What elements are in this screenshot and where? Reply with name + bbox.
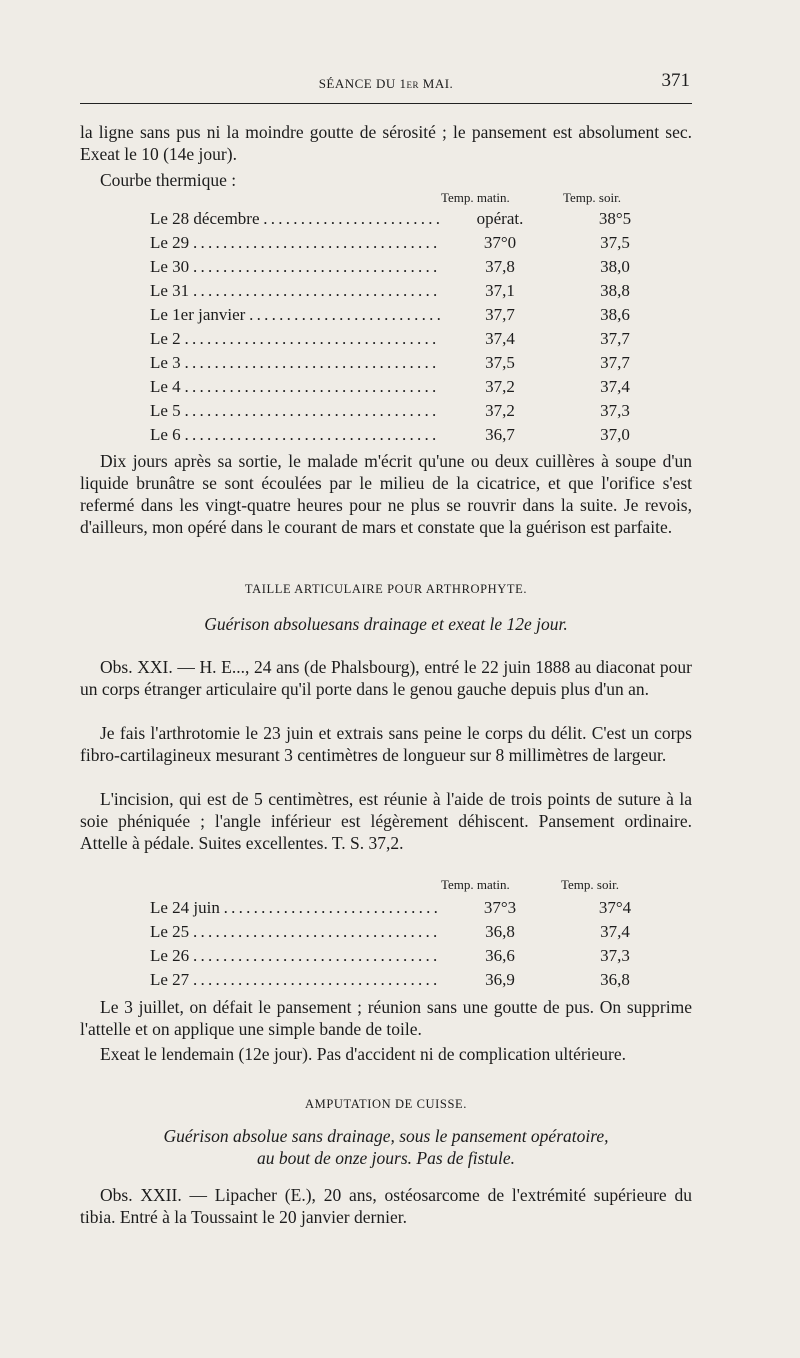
- row-morning: 36,6: [485, 946, 515, 965]
- row-label: Le 5 . . .: [150, 401, 440, 421]
- row-evening: 38,8: [600, 281, 630, 300]
- section-subtitle-taille: Guérison absoluesans drainage et exeat le 12e jour.: [204, 614, 568, 634]
- row-morning: 37,2: [485, 377, 515, 396]
- row-label: Le 25 . . .: [150, 922, 440, 942]
- row-label: Le 28 décembre . . .: [150, 209, 440, 229]
- row-evening: 38°5: [598, 209, 632, 228]
- incision-paragraph: L'incision, qui est de 5 centimètres, est réunie à l'aide de trois points de suture à la soie phéniquée ; l'angle inférieur est légèrement déhiscent. Pansement ordinaire. Attelle à pédale. Suites excellentes. T. S. 37,2.: [80, 789, 692, 853]
- row-evening: 37,5: [600, 233, 630, 252]
- row-evening: 37,4: [600, 377, 630, 396]
- section-subtitle-amputation-line1: Guérison absolue sans drainage, sous le pansement opératoire,: [163, 1126, 609, 1146]
- row-morning: 36,9: [485, 970, 515, 989]
- col-head-evening: Temp. soir.: [561, 877, 619, 892]
- row-evening: 37,0: [600, 425, 630, 444]
- row-morning: opérat.: [476, 209, 524, 228]
- intro-paragraph: la ligne sans pus ni la moindre goutte de sérosité ; le pansement est absolument sec. Exeat le 10 (14e jour).: [80, 122, 692, 164]
- row-label: Le 31 . . .: [150, 281, 440, 301]
- row-label: Le 3 . . .: [150, 353, 440, 373]
- table-row: [150, 898, 650, 922]
- table-row: [150, 425, 650, 449]
- row-label: Le 2 . . .: [150, 329, 440, 349]
- table-row: [150, 922, 650, 946]
- row-evening: 37°4: [598, 898, 632, 917]
- row-morning: 37,1: [485, 281, 515, 300]
- row-evening: 38,0: [600, 257, 630, 276]
- courbe-caption: Courbe thermique :: [100, 170, 237, 190]
- table-row: [150, 305, 650, 329]
- row-evening: 38,6: [600, 305, 630, 324]
- col-head-morning: Temp. matin.: [441, 877, 510, 892]
- row-morning: 36,8: [485, 922, 515, 941]
- row-label: Le 27 . . .: [150, 970, 440, 990]
- table-row: [150, 970, 650, 994]
- running-title: SÉANCE DU 1er MAI.: [318, 76, 454, 91]
- row-morning: 37,4: [485, 329, 515, 348]
- section-title-amputation: AMPUTATION DE CUISSE.: [305, 1097, 467, 1111]
- row-evening: 37,4: [600, 922, 630, 941]
- row-evening: 37,3: [600, 946, 630, 965]
- row-evening: 37,7: [600, 353, 630, 372]
- obs-xxii-paragraph: Obs. XXII. — Lipacher (E.), 20 ans, ostéosarcome de l'extrémité supérieure du tibia. Entré à la Toussaint le 20 janvier dernier.: [80, 1185, 692, 1227]
- row-morning: 36,7: [485, 425, 515, 444]
- table-row: [150, 209, 650, 233]
- row-label: Le 26 . . .: [150, 946, 440, 966]
- table-row: [150, 281, 650, 305]
- row-label: Le 29 . . .: [150, 233, 440, 253]
- row-evening: 37,3: [600, 401, 630, 420]
- row-morning: 37,5: [485, 353, 515, 372]
- dix-jours-paragraph: Dix jours après sa sortie, le malade m'écrit qu'une ou deux cuillères à soupe d'un liquide brunâtre se sont écoulées par le milieu de la cicatrice, et que l'orifice s'est refermé dans les vingt-quatre heures pour ne plus se rouvrir dans la suite. Je revois, d'ailleurs, mon opéré dans le courant de mars et constate que la guérison est parfaite.: [80, 451, 692, 537]
- row-label: Le 1er janvier . . .: [150, 305, 440, 325]
- exeat-paragraph: Exeat le lendemain (12e jour). Pas d'accident ni de complication ultérieure.: [100, 1044, 627, 1064]
- row-morning: 37,8: [485, 257, 515, 276]
- table-row: [150, 401, 650, 425]
- table-row: [150, 377, 650, 401]
- arthrotomie-paragraph: Je fais l'arthrotomie le 23 juin et extrais sans peine le corps du délit. C'est un corps fibro-cartilagineux mesurant 3 centimètres de longueur sur 8 millimètres de largeur.: [80, 723, 692, 765]
- row-morning: 37,7: [485, 305, 515, 324]
- obs-xxi-paragraph: Obs. XXI. — H. E..., 24 ans (de Phalsbourg), entré le 22 juin 1888 au diaconat pour un corps étranger articulaire qu'il porte dans le genou gauche depuis plus d'un an.: [80, 657, 692, 699]
- col-head-evening: Temp. soir.: [563, 190, 621, 205]
- table-row: [150, 257, 650, 281]
- table-row: [150, 946, 650, 970]
- table-row: [150, 233, 650, 257]
- row-evening: 36,8: [600, 970, 630, 989]
- col-head-morning: Temp. matin.: [441, 190, 510, 205]
- section-subtitle-amputation-line2: au bout de onze jours. Pas de fistule.: [256, 1148, 516, 1168]
- page-header: [80, 70, 692, 94]
- row-label: Le 24 juin . . .: [150, 898, 440, 918]
- row-label: Le 4 . . .: [150, 377, 440, 397]
- page-number: 371: [661, 70, 690, 91]
- table-row: [150, 329, 650, 353]
- section-title-taille: TAILLE ARTICULAIRE POUR ARTHROPHYTE.: [244, 582, 528, 596]
- juillet-paragraph: Le 3 juillet, on défait le pansement ; réunion sans une goutte de pus. On supprime l'attelle et on applique une simple bande de toile.: [80, 997, 692, 1039]
- row-evening: 37,7: [600, 329, 630, 348]
- row-morning: 37°3: [483, 898, 517, 917]
- row-label: Le 30 . . .: [150, 257, 440, 277]
- row-morning: 37,2: [485, 401, 515, 420]
- row-label: Le 6 . . .: [150, 425, 440, 445]
- row-morning: 37°0: [483, 233, 517, 252]
- header-rule: [80, 103, 692, 104]
- table-row: [150, 353, 650, 377]
